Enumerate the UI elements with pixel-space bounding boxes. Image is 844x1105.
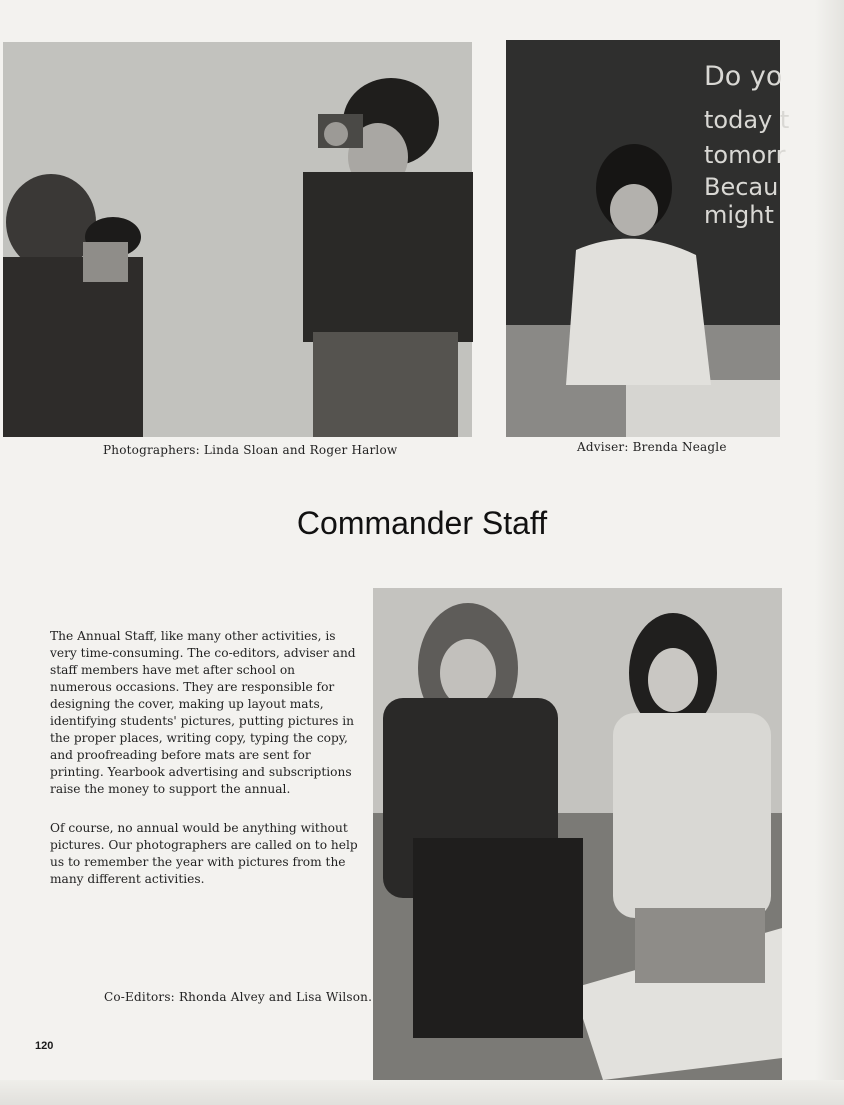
adviser-caption: Adviser: Brenda Neagle — [577, 440, 727, 454]
page-number: 120 — [35, 1040, 54, 1052]
co-editors-caption: Co-Editors: Rhonda Alvey and Lisa Wilson. — [104, 990, 373, 1004]
adviser-photo-image — [506, 40, 790, 437]
body-paragraph-1: The Annual Staff, like many other activities, is very time-consuming. The co-editors, adviser and staff members have met after school on numerous occasions. They are responsible for designing the cover, making up layout mats, identifying students' pictures, putting pictures in the proper places, writing copy, typing the copy, and proofreading before mats are sent for printing. Yearbook advertising and subscriptions raise the money to support the annual. — [50, 629, 356, 796]
photographers-caption: Photographers: Linda Sloan and Roger Harlow — [103, 443, 398, 457]
body-paragraph-2: Of course, no annual would be anything without pictures. Our photographers are called on to help us to remember the year with pictures from the many different activities. — [50, 821, 358, 886]
photographers-photo — [3, 42, 472, 437]
chalkboard-line-1: Do yo — [704, 61, 783, 92]
page-title: Commander Staff — [296, 505, 548, 541]
adviser-photo — [506, 40, 790, 437]
photographers-photo-image — [3, 42, 472, 437]
chalkboard-line-5: might — [704, 201, 774, 229]
co-editors-photo-image — [373, 588, 782, 1080]
chalkboard-line-4: Becau — [704, 173, 779, 201]
page-edge-shadow — [815, 0, 844, 1105]
page-bottom-edge — [0, 1080, 844, 1105]
co-editors-photo — [373, 588, 782, 1080]
chalkboard-line-2: today t — [704, 106, 790, 134]
chalkboard-line-3: tomorr — [704, 141, 786, 169]
